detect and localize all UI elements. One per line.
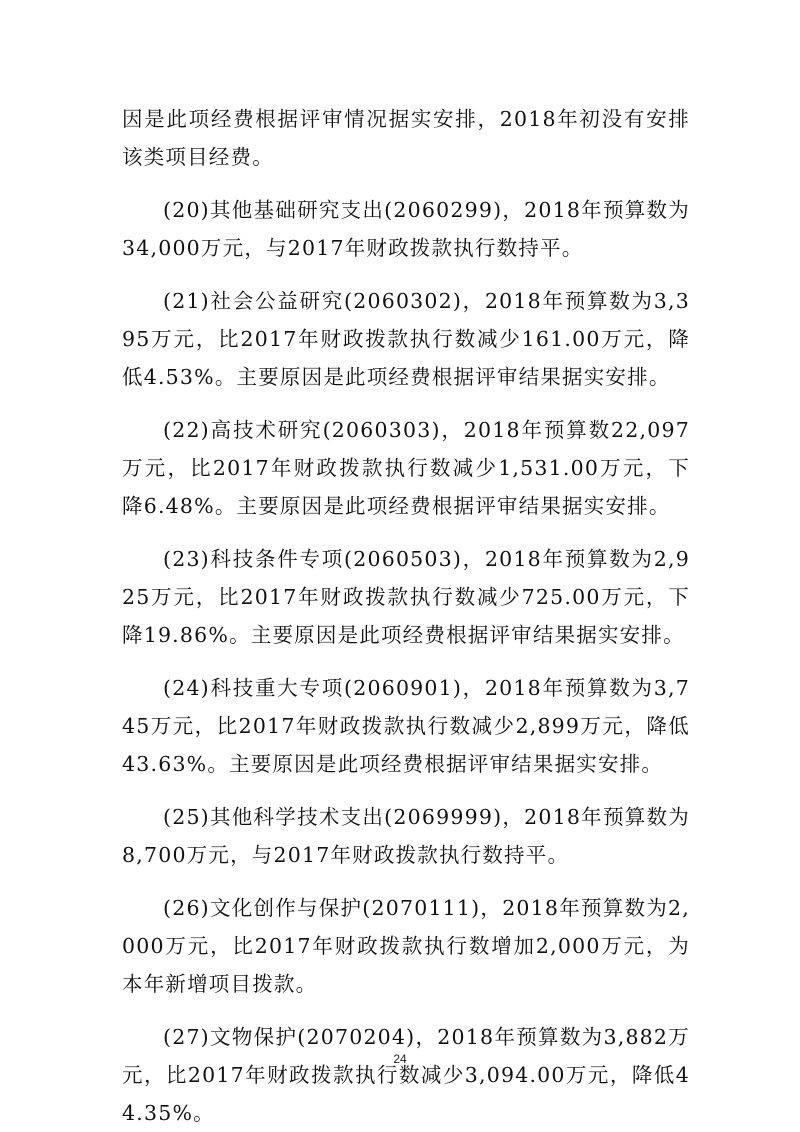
paragraph-item-24: (24)科技重大专项(2060901)，2018年预算数为3,745万元，比2017年财政拨款执行数减少2,899万元，降低43.63%。主要原因是此项经费根据评审结果据实安排。 <box>122 676 690 776</box>
paragraph-item-25: (25)其他科学技术支出(2069999)，2018年预算数为8,700万元，与2017年财政拨款执行数持平。 <box>122 805 690 867</box>
page-number: 24 <box>393 1052 407 1066</box>
paragraph-item-23: (23)科技条件专项(2060503)，2018年预算数为2,925万元，比2017年财政拨款执行数减少725.00万元，下降19.86%。主要原因是此项经费根据评审结果据实安排。 <box>122 547 690 647</box>
paragraph-item-20: (20)其他基础研究支出(2060299)，2018年预算数为34,000万元，与2017年财政拨款执行数持平。 <box>122 198 690 260</box>
paragraph-item-27: (27)文物保护(2070204)，2018年预算数为3,882万元，比2017年财政拨款执行数减少3,094.00万元，降低44.35%。 <box>122 1025 690 1125</box>
paragraph-item-21: (21)社会公益研究(2060302)，2018年预算数为3,395万元，比2017年财政拨款执行数减少161.00万元，降低4.53%。主要原因是此项经费根据评审结果据实安排。 <box>122 289 690 389</box>
paragraph-continuation: 因是此项经费根据评审情况据实安排，2018年初没有安排该类项目经费。 <box>122 107 690 169</box>
document-body <box>122 100 690 1132</box>
paragraph-item-26: (26)文化创作与保护(2070111)，2018年预算数为2,000万元，比2017年财政拨款执行数增加2,000万元，为本年新增项目拨款。 <box>122 896 690 996</box>
paragraph-item-22: (22)高技术研究(2060303)，2018年预算数22,097万元，比2017年财政拨款执行数减少1,531.00万元，下降6.48%。主要原因是此项经费根据评审结果据实安排。 <box>122 418 690 518</box>
